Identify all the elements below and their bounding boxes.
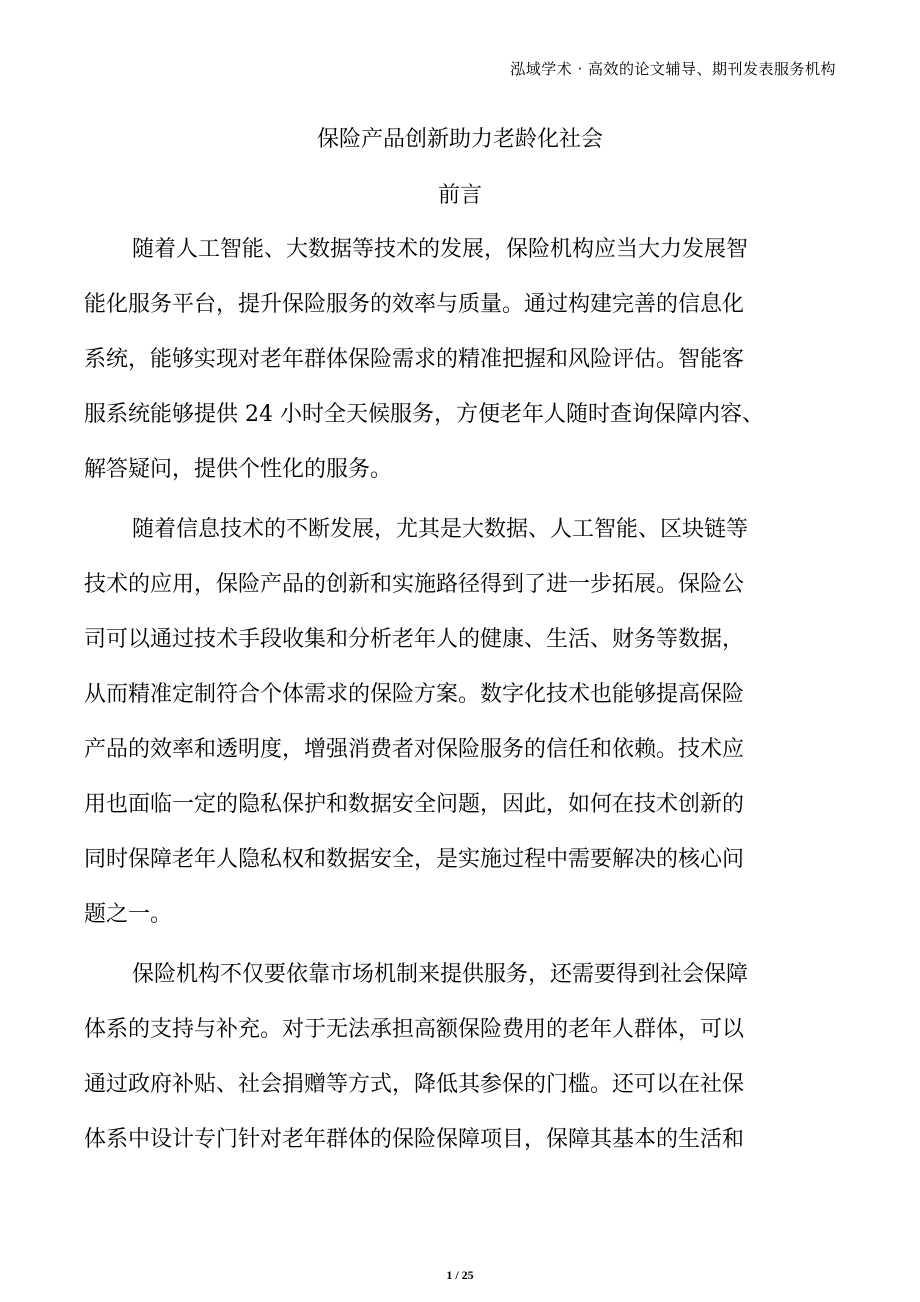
- page-number: 1 / 25: [446, 1268, 474, 1282]
- paragraph-3-line-2: 体系的支持与补充。对于无法承担高额保险费用的老年人群体，可以: [84, 1017, 745, 1042]
- paragraph-2-line-4: 从而精准定制符合个体需求的保险方案。数字化技术也能够提高保险: [84, 682, 745, 707]
- paragraph-2-line-2: 技术的应用，保险产品的创新和实施路径得到了进一步拓展。保险公: [84, 572, 745, 597]
- paragraph-2-line-1: 随着信息技术的不断发展，尤其是大数据、人工智能、区块链等: [132, 517, 749, 542]
- paragraph-2-line-5: 产品的效率和透明度，增强消费者对保险服务的信任和依赖。技术应: [84, 737, 745, 762]
- paragraph-1-line-5: 解答疑问，提供个性化的服务。: [84, 457, 393, 482]
- section-title: 前言: [437, 183, 482, 208]
- document-title: 保险产品创新助力老龄化社会: [316, 127, 603, 152]
- paragraph-2-line-7: 同时保障老年人隐私权和数据安全，是实施过程中需要解决的核心问: [84, 847, 745, 872]
- paragraph-2-line-3: 司可以通过技术手段收集和分析老年人的健康、生活、财务等数据，: [84, 627, 745, 652]
- paragraph-1-line-1: 随着人工智能、大数据等技术的发展，保险机构应当大力发展智: [132, 237, 749, 262]
- paragraph-1-line-2: 能化服务平台，提升保险服务的效率与质量。通过构建完善的信息化: [84, 292, 745, 317]
- header-org-name: 泓域学术 · 高效的论文辅导、期刊发表服务机构: [510, 60, 836, 78]
- paragraph-3-line-1: 保险机构不仅要依靠市场机制来提供服务，还需要得到社会保障: [132, 962, 749, 987]
- paragraph-3-line-3: 通过政府补贴、社会捐赠等方式，降低其参保的门槛。还可以在社保: [84, 1072, 745, 1097]
- paragraph-3-line-4: 体系中设计专门针对老年群体的保险保障项目，保障其基本的生活和: [84, 1127, 745, 1152]
- paragraph-2-line-6: 用也面临一定的隐私保护和数据安全问题，因此，如何在技术创新的: [84, 792, 745, 817]
- paragraph-2-line-8: 题之一。: [84, 902, 173, 927]
- paragraph-1-line-3: 系统，能够实现对老年群体保险需求的精准把握和风险评估。智能客: [84, 347, 745, 372]
- paragraph-1-line-4: 服系统能够提供 24 小时全天候服务，方便老年人随时查询保障内容、: [84, 402, 764, 427]
